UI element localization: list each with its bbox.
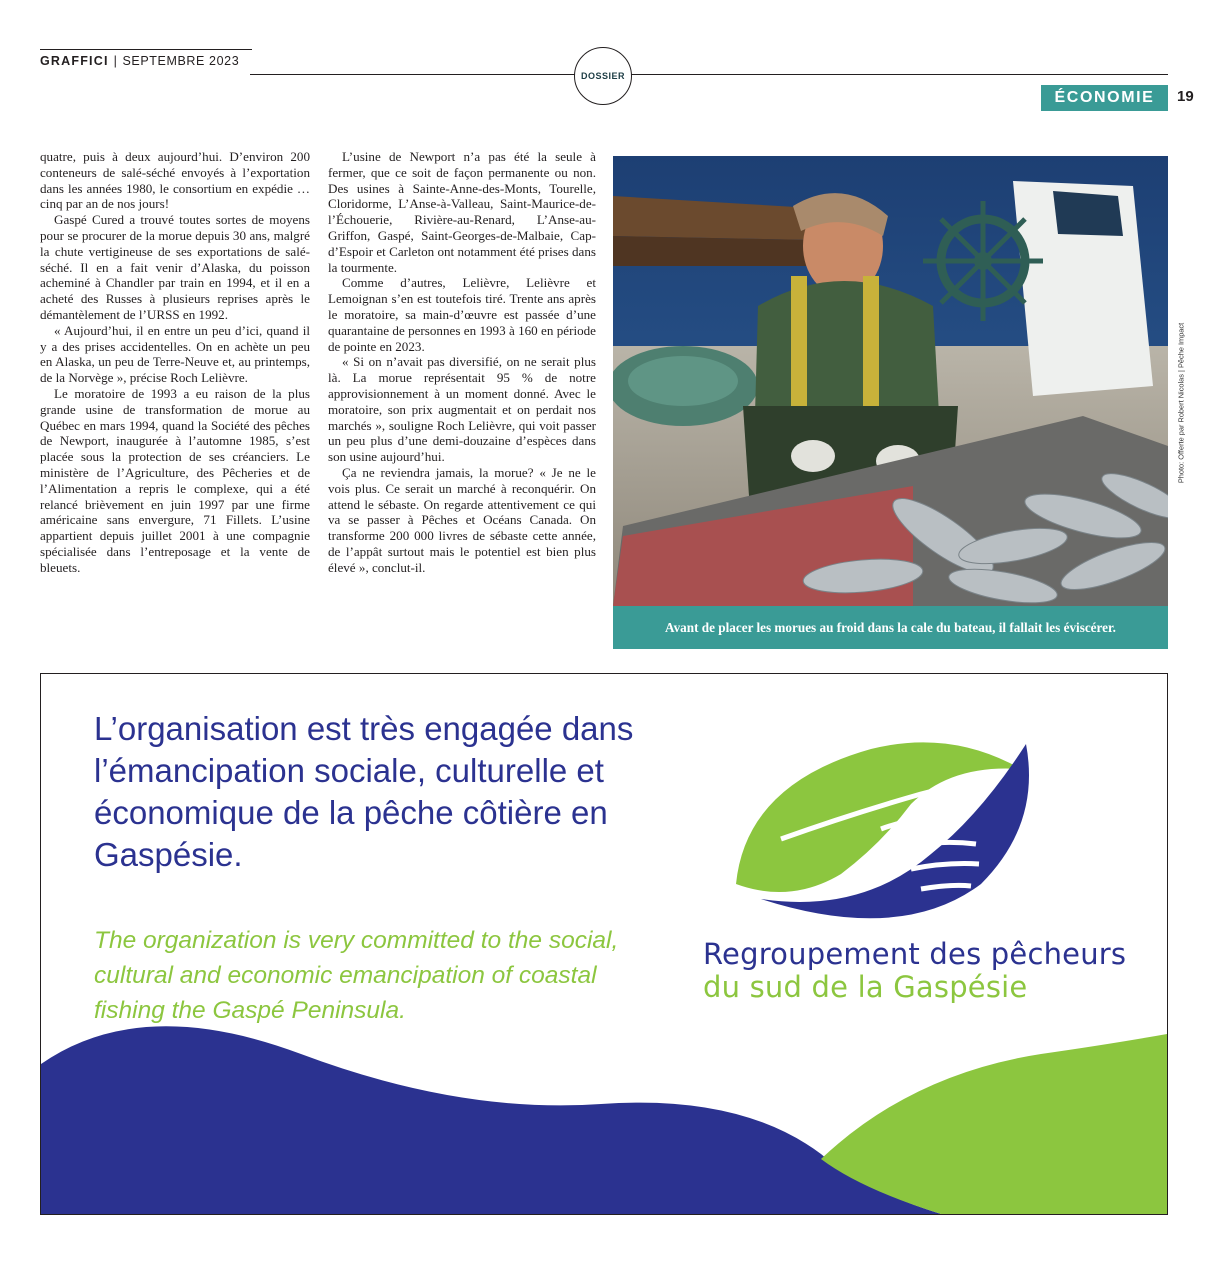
ad-headline-fr: L’organisation est très engagée dans l’émancipation sociale, culturelle et économique de la pêche côtière en Gaspésie. [94, 710, 634, 873]
article-column-2 [328, 149, 596, 576]
photo-caption: Avant de placer les morues au froid dans la cale du bateau, il fallait les éviscérer. [613, 606, 1168, 649]
publication-name: GRAFFICI [40, 54, 109, 68]
organization-name-line-2: du sud de la Gaspésie [703, 970, 1028, 1004]
organization-name-line-1: Regroupement des pêcheurs [703, 937, 1127, 971]
paragraph: Comme d’autres, Lelièvre, Lelièvre et Lemoignan s’en est toutefois tiré. Trente ans après le moratoire, sa main-d’œuvre est passée d’une quarantaine de personnes en 1993 à 160 en période de pointe en 2023. [328, 275, 596, 354]
paragraph: « Aujourd’hui, il en entre un peu d’ici, quand il y a des prises accidentelles. On en achète un peu en Alaska, un peu de Terre-Neuve et, au printemps, de la Norvège », précise Roch Lelièvre. [40, 322, 310, 386]
header-left-rule [40, 49, 252, 50]
decorative-waves [41, 1014, 1167, 1214]
header-rule [250, 74, 1168, 75]
dossier-badge: DOSSIER [574, 47, 632, 105]
paragraph: L’usine de Newport n’a pas été la seule à fermer, que ce soit de façon permanente ou non. Des usines à Sainte-Anne-des-Monts, Tourelle, Cloridorme, L’Anse-à-Valleau, Saint-Maurice-de-l’Échouerie, Rivière-au-Renard, L’Anse-au-Griffon, Gaspé, Saint-Georges-de-Malbaie, Cap-d’Espoir et Carleton ont notamment été prises dans la tourmente. [328, 149, 596, 275]
ship-wheel-icon [923, 201, 1043, 321]
fisherman-photo [613, 156, 1168, 606]
paragraph: quatre, puis à deux aujourd’hui. D’environ 200 conteneurs de salé-séché envoyés à l’exportation dans les années 1980, le consortium en expédie … cinq par an de nos jours! [40, 149, 310, 212]
paragraph: Gaspé Cured a trouvé toutes sortes de moyens pour se procurer de la morue depuis 30 ans, malgré la chute vertigineuse de ses exportations de salé-séché. Il en a fait venir d’Alaska, du poisson acheminé à Chandler par train en 1994, et il en a acheté des Russes à plusieurs reprises après le démantèlement de l’URSS en 1992. [40, 212, 310, 322]
photo-credit-text: Photo: Offerte par Robert Nicolas | Pêche Impact [1176, 322, 1186, 483]
fisherman-photo-illustration [613, 156, 1168, 606]
photo-credit [1172, 156, 1190, 649]
paragraph: « Si on n’avait pas diversifié, on ne serait plus là. La morue représentait 95 % de notre approvisionnement à un moment donné. Avec le moratoire, son prix augmentait et on perdait nos marchés », souligne Roch Lelièvre, qui voit passer un peu plus d’une demi-douzaine d’espèces dans son usine aujourd’hui. [328, 354, 596, 465]
ad-headline-en: The organization is very committed to the social, cultural and economic emancipation of coastal fishing the Gaspé Peninsula. [94, 927, 619, 1024]
paragraph: Le moratoire de 1993 a eu raison de la plus grande usine de transformation de morue au Québec en mars 1994, quand la Société des pêches de Newport, inaugurée à l’automne 1985, s’est placée sous la protection de ses créanciers. Le ministère de l’Agriculture, des Pêcheries et de l’Alimentation a repris le complexe, qui a été relancé brièvement en juin 1997 par une firme américaine sans envergure, 71 Fillets. L’usine appartient depuis juillet 2001 à une compagnie spécialisée dans l’entreposage et la vente de bleuets. [40, 385, 310, 575]
organization-logo-icon [721, 734, 1031, 934]
issue-date: SEPTEMBRE 2023 [122, 54, 240, 68]
advertisement [40, 673, 1168, 1215]
article-column-1 [40, 149, 310, 576]
section-label: ÉCONOMIE [1041, 85, 1168, 111]
publication-header [40, 54, 239, 68]
header-separator: | [113, 54, 118, 68]
paragraph: Ça ne reviendra jamais, la morue? « Je ne le vois plus. Ce serait un marché à reconquérir. On attend le sébaste. On regarde attentivement ce qui va se passer à Pêches et Océans Canada. On transforme 200 000 livres de sébaste cette année, de l’appât surtout mais le potentiel est bien plus élevé », conclut-il. [328, 464, 596, 575]
page-number: 19 [1177, 88, 1194, 105]
